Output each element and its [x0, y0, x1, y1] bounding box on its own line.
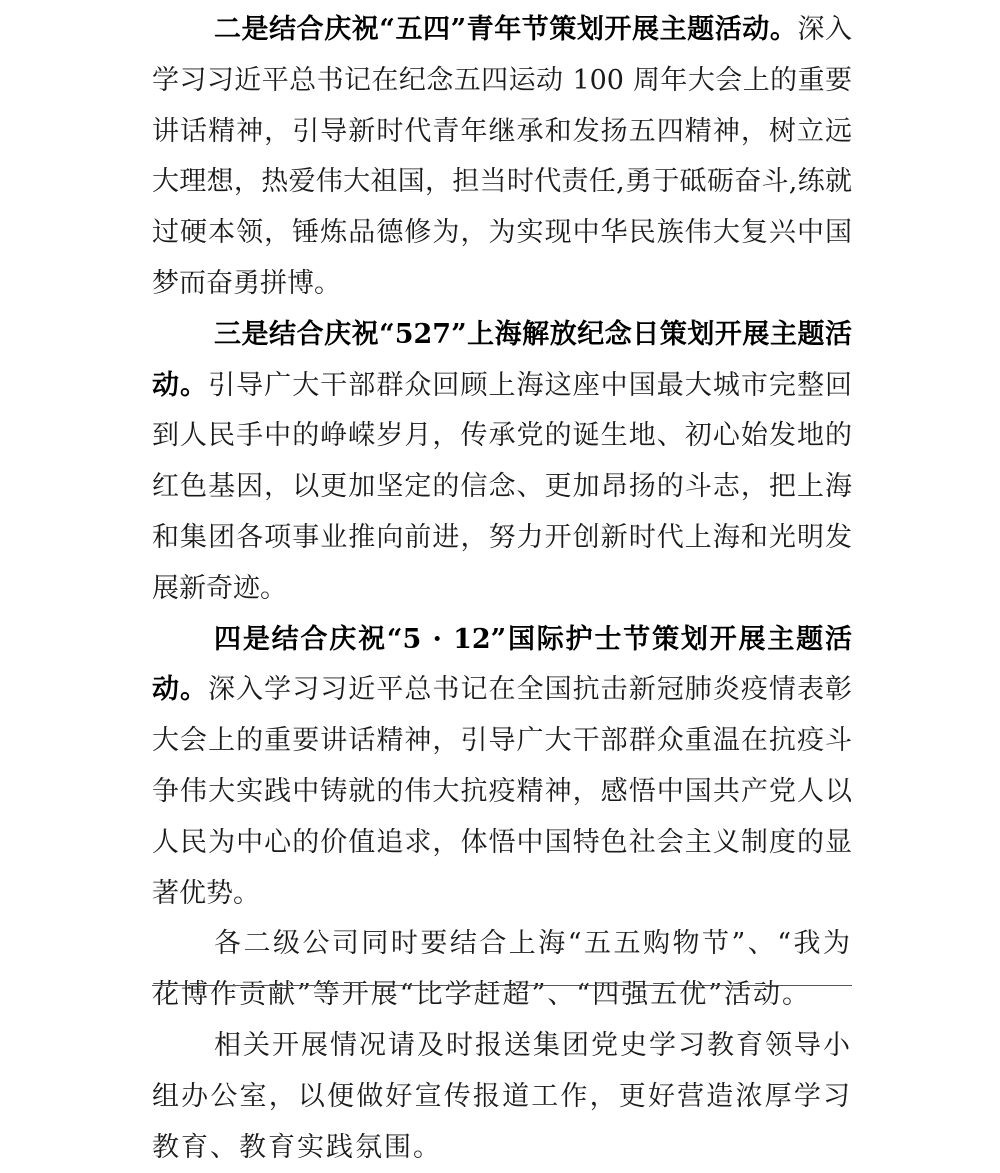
paragraph-text: 深入学习习近平总书记在纪念五四运动 100 周年大会上的重要讲话精神，引导新时代青年继承和发扬五四精神，树立远大理想，热爱伟大祖国，担当时代责任,勇于砥砺奋斗,练就过硬本领，锤炼品德修为，为实现中华民族伟大复兴中国梦而奋勇拼博。: [152, 14, 852, 299]
paragraph-text: 引导广大干部群众回顾上海这座中国最大城市完整回到人民手中的峥嵘岁月，传承党的诞生地、初心始发地的红色基因，以更加坚定的信念、更加昂扬的斗志，把上海和集团各项事业推向前进，努力开创新时代上海和光明发展新奇迹。: [152, 369, 853, 604]
paragraph-shanghai-liberation: [152, 310, 852, 615]
paragraph-text: 各二级公司同时要结合上海“五五购物节”、“我为花博作贡献”等开展“比学赶超”、“四强五优”活动。: [152, 928, 852, 1011]
paragraph-subsidiaries: [152, 919, 852, 1021]
paragraph-heading: 二是结合庆祝“五四”青年节策划开展主题活动。: [214, 14, 798, 45]
paragraph-heading: 三是结合庆祝“527”上海解放纪念日策划开展主题活动。: [152, 318, 852, 401]
paragraph-heading: 四是结合庆祝“5 · 12”国际护士节策划开展主题活动。: [152, 623, 852, 706]
paragraph-text: 相关开展情况请及时报送集团党史学习教育领导小组办公室，以便做好宣传报道工作，更好营造浓厚学习教育、教育实践氛围。: [152, 1029, 852, 1163]
paragraph-nurses-day: [152, 615, 852, 920]
document-body: [152, 5, 852, 1173]
paragraph-may-fourth: [152, 5, 852, 310]
paragraph-reporting: [152, 1021, 852, 1173]
paragraph-text: 深入学习习近平总书记在全国抗击新冠肺炎疫情表彰大会上的重要讲话精神，引导广大干部群众重温在抗疫斗争伟大实践中铸就的伟大抗疫精神，感悟中国共产党人以人民为中心的价值追求，体悟中国特色社会主义制度的显著优势。: [152, 674, 853, 909]
footer-divider: [152, 985, 852, 986]
